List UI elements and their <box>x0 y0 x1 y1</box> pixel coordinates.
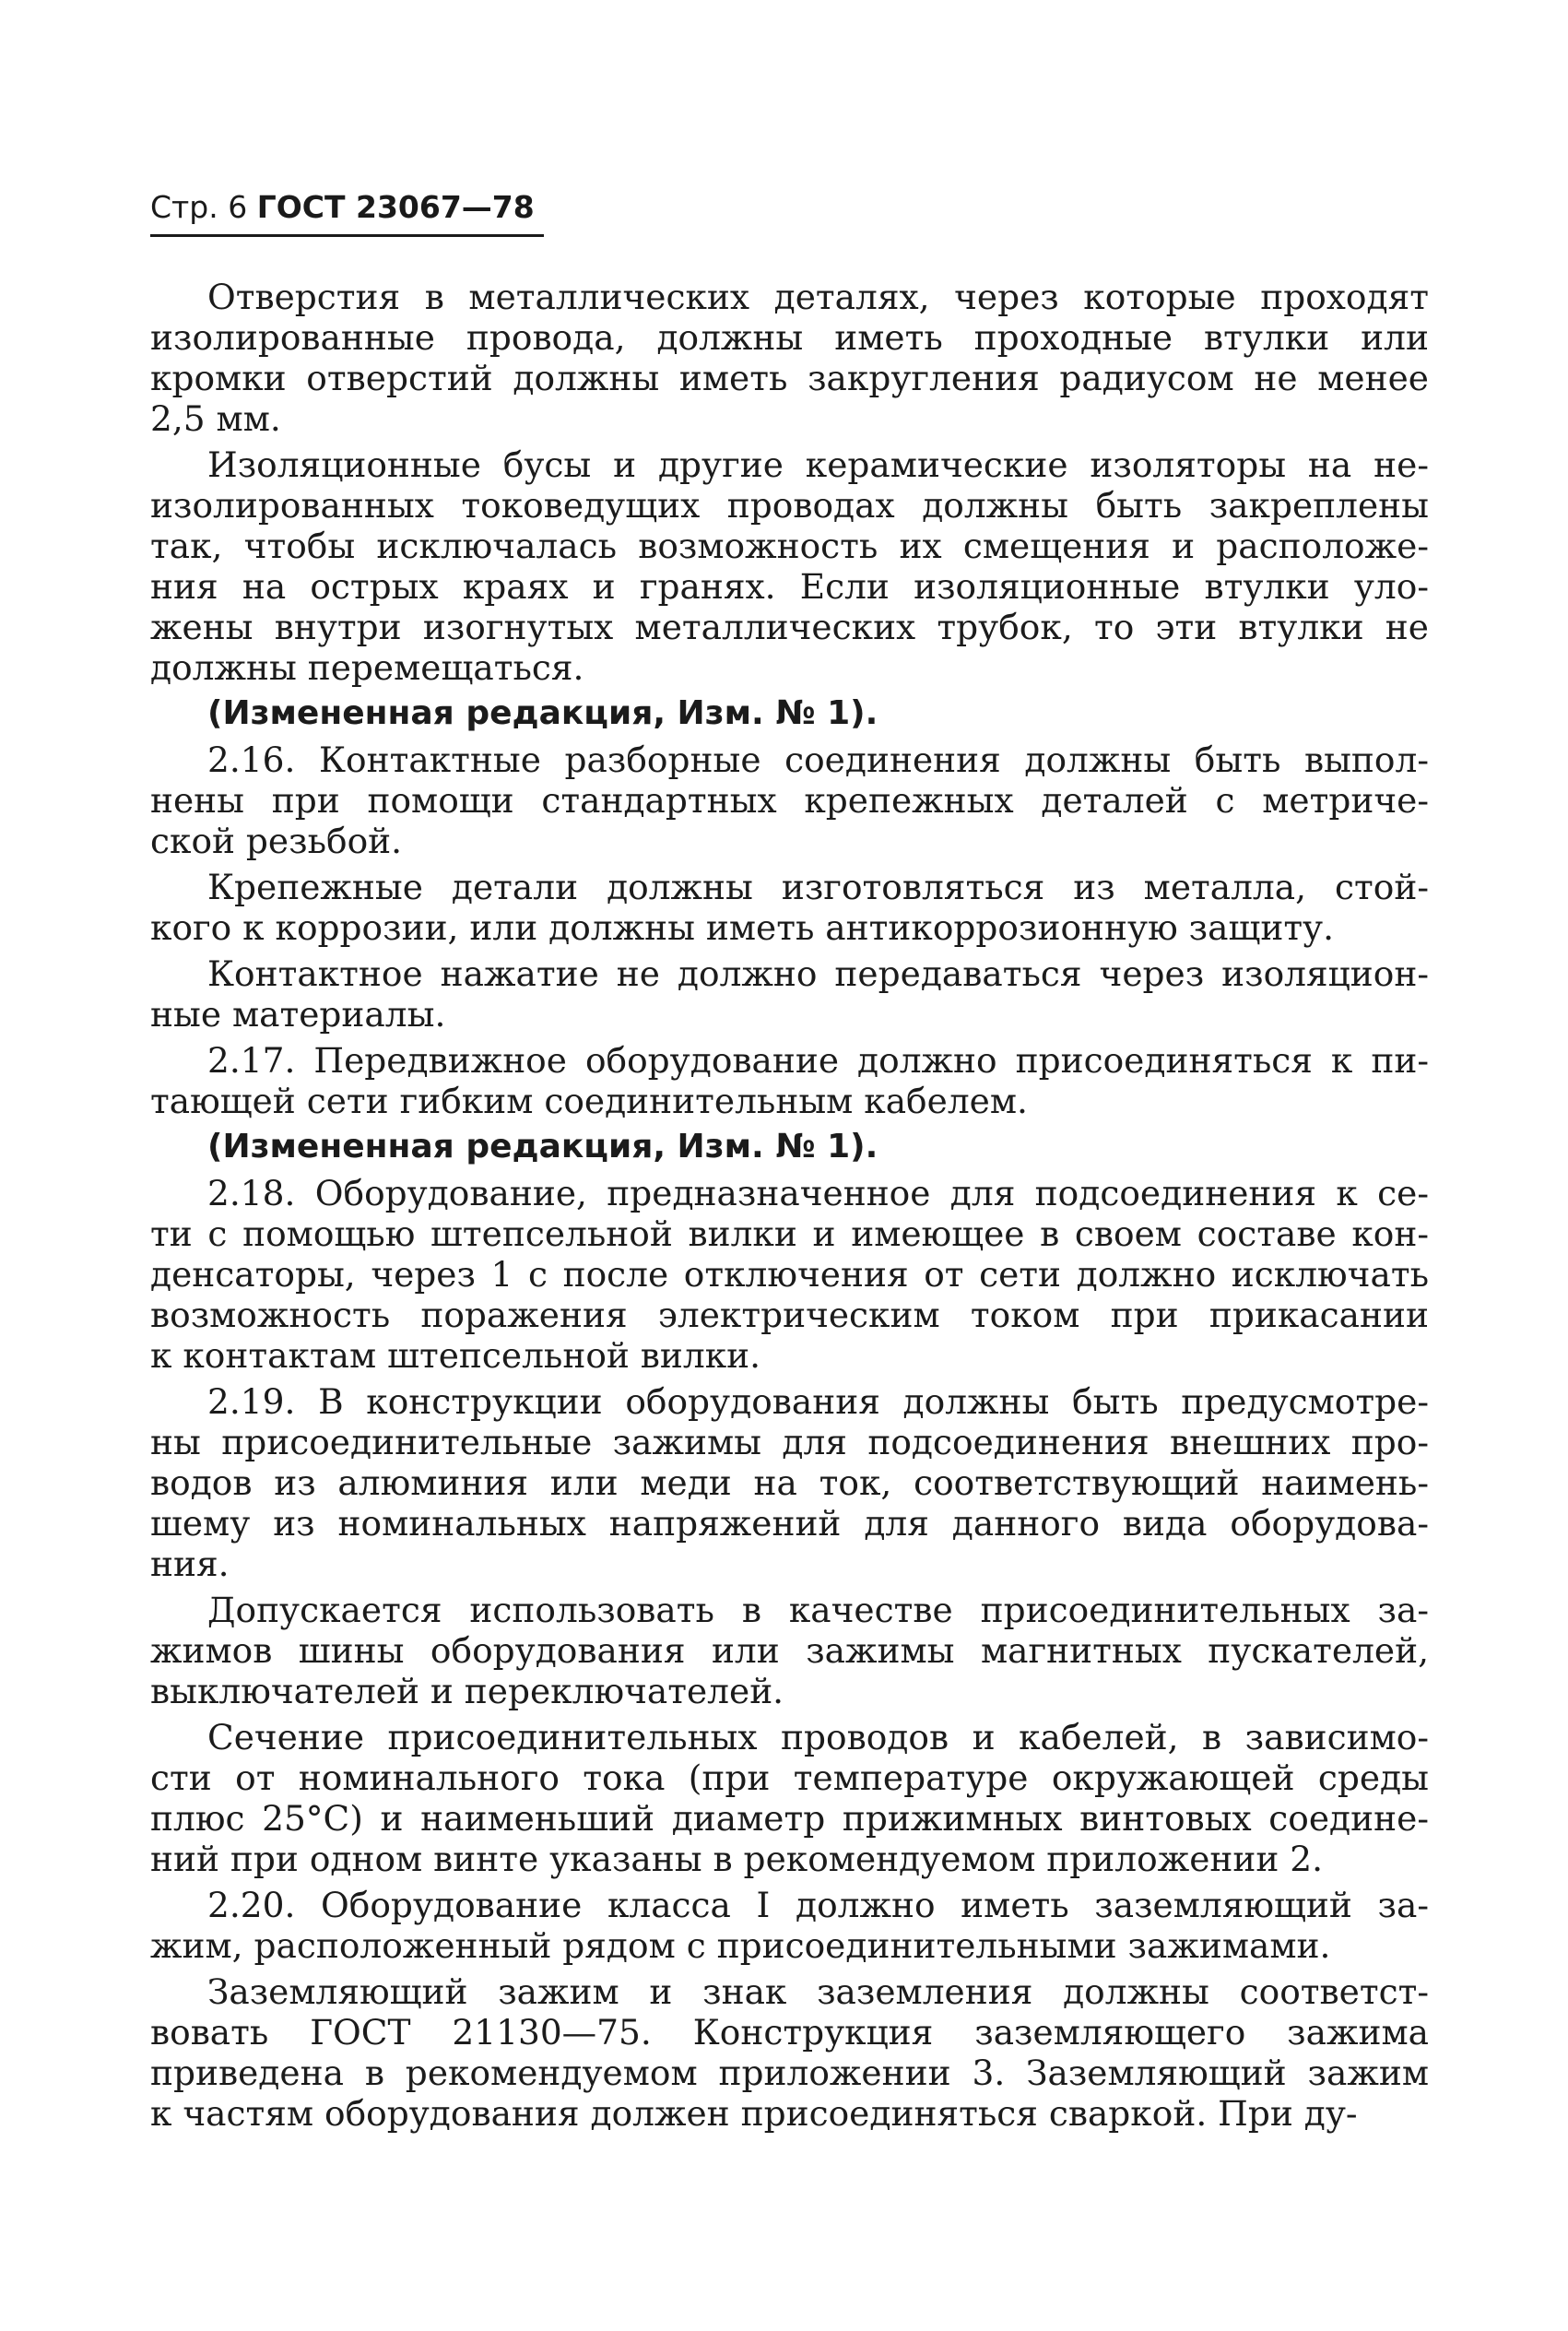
text-line: жены внутри изогнутых металлических трубок, то эти втулки не <box>150 607 1429 647</box>
text-line: 2.18. Оборудование, предназначенное для подсоединения к се- <box>207 1173 1429 1213</box>
text-line: возможность поражения электрическим током при прикасании <box>150 1295 1429 1335</box>
page-number: Стр. 6 <box>150 189 248 225</box>
text-line: выключателей и переключателей. <box>150 1671 784 1711</box>
text-line: Сечение присоединительных проводов и кабелей, в зависимо- <box>207 1717 1429 1757</box>
paragraph <box>150 444 1429 688</box>
header-rule <box>150 234 544 237</box>
text-line: кого к коррозии, или должны иметь антикоррозионную защиту. <box>150 907 1335 948</box>
text-line: Контактное нажатие не должно передаваться через изоляцион- <box>207 953 1429 994</box>
paragraph <box>150 1885 1429 1966</box>
text-line: водов из алюминия или меди на ток, соответствующий наимень- <box>150 1462 1429 1503</box>
paragraph <box>150 867 1429 948</box>
text-line: (Измененная редакция, Изм. № 1). <box>207 1128 878 1166</box>
text-line: ти с помощью штепсельной вилки и имеющее в своем составе кон- <box>150 1213 1429 1254</box>
text-line: нены при помощи стандартных крепежных деталей с метриче- <box>150 780 1429 821</box>
text-line: изолированных токоведущих проводах должны быть закреплены <box>150 485 1429 526</box>
amendment-note <box>207 693 1429 734</box>
paragraph <box>150 953 1429 1035</box>
amendment-note <box>207 1127 1429 1167</box>
paragraph <box>150 1717 1429 1879</box>
text-line: 2.19. В конструкции оборудования должны быть предусмотре- <box>207 1381 1429 1422</box>
text-line: приведена в рекомендуемом приложении 3. Заземляющий зажим <box>150 2053 1429 2093</box>
text-line: (Измененная редакция, Изм. № 1). <box>207 694 878 732</box>
text-line: ния на острых краях и гранях. Если изоляционные втулки уло- <box>150 566 1429 607</box>
text-line: так, чтобы исключалась возможность их смещения и расположе- <box>150 526 1429 566</box>
text-line: шему из номинальных напряжений для данного вида оборудова- <box>150 1503 1429 1544</box>
text-line: тающей сети гибким соединительным кабелем. <box>150 1081 1028 1121</box>
text-line: Отверстия в металлических деталях, через которые проходят <box>207 277 1429 317</box>
text-line: 2,5 мм. <box>150 398 281 439</box>
paragraph <box>150 1381 1429 1584</box>
text-line: к частям оборудования должен присоединяться сваркой. При ду- <box>150 2093 1358 2134</box>
text-line: жим, расположенный рядом с присоединительными зажимами. <box>150 1925 1331 1966</box>
paragraph <box>150 740 1429 861</box>
text-line: жимов шины оборудования или зажимы магнитных пускателей, <box>150 1630 1429 1671</box>
paragraph <box>150 1173 1429 1376</box>
paragraph <box>150 1971 1429 2134</box>
text-line: Заземляющий зажим и знак заземления должны соответст- <box>207 1971 1429 2012</box>
text-line: ные материалы. <box>150 994 446 1035</box>
paragraph <box>150 277 1429 439</box>
text-line: ны присоединительные зажимы для подсоединения внешних про- <box>150 1422 1429 1462</box>
text-line: 2.20. Оборудование класса I должно иметь заземляющий за- <box>207 1885 1429 1925</box>
text-line: ния. <box>150 1544 230 1584</box>
text-line: Крепежные детали должны изготовляться из металла, стой- <box>207 867 1429 907</box>
text-line: к контактам штепсельной вилки. <box>150 1335 761 1376</box>
standard-code: ГОСТ 23067—78 <box>256 189 535 225</box>
text-line: плюс 25°С) и наименьший диаметр прижимных винтовых соедине- <box>150 1798 1429 1839</box>
page-header <box>150 189 535 225</box>
text-line: Допускается использовать в качестве присоединительных за- <box>207 1590 1429 1630</box>
paragraph <box>150 1590 1429 1711</box>
text-line: ской резьбой. <box>150 821 403 861</box>
text-line: вовать ГОСТ 21130—75. Конструкция заземляющего зажима <box>150 2012 1429 2053</box>
text-line: Изоляционные бусы и другие керамические изоляторы на не- <box>207 444 1429 485</box>
paragraph <box>150 1040 1429 1121</box>
text-line: 2.16. Контактные разборные соединения должны быть выпол- <box>207 740 1429 780</box>
text-line: ний при одном винте указаны в рекомендуемом приложении 2. <box>150 1839 1324 1879</box>
text-line: изолированные провода, должны иметь проходные втулки или <box>150 317 1429 358</box>
body-text <box>150 277 1429 2139</box>
text-line: денсаторы, через 1 с после отключения от сети должно исключать <box>150 1254 1429 1295</box>
text-line: кромки отверстий должны иметь закругления радиусом не менее <box>150 358 1429 398</box>
text-line: 2.17. Передвижное оборудование должно присоединяться к пи- <box>207 1040 1429 1081</box>
text-line: сти от номинального тока (при температуре окружающей среды <box>150 1757 1429 1798</box>
text-line: должны перемещаться. <box>150 647 584 688</box>
